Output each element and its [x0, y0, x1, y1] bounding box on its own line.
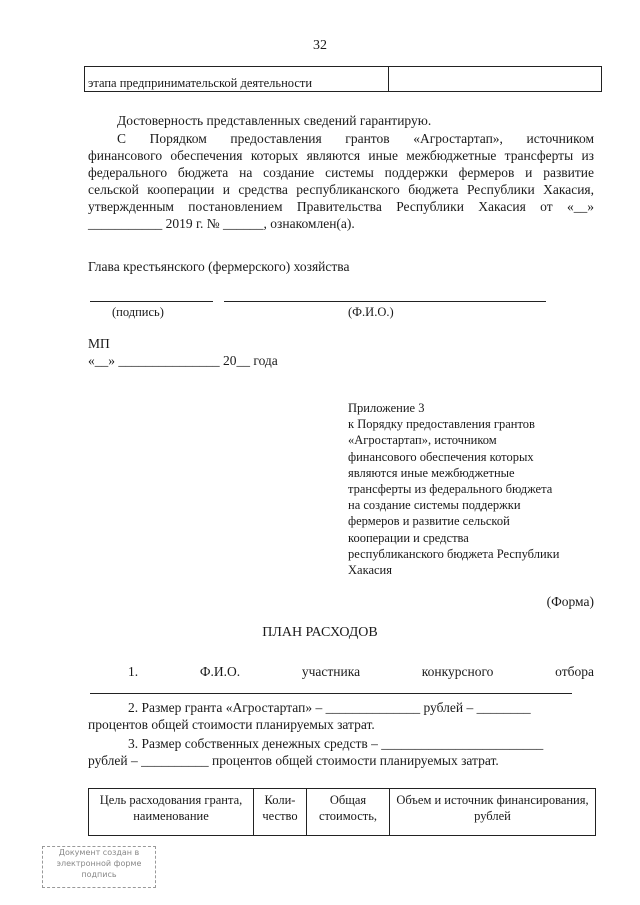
acknowledgement-paragraph — [88, 130, 594, 232]
appendix-line: финансового обеспечения которых — [348, 449, 534, 464]
item-3-line-2: рублей – __________ процентов общей стоимости планируемых затрат. — [88, 753, 499, 768]
item-2-line-2: процентов общей стоимости планируемых затрат. — [88, 717, 375, 732]
paragraph-line: утвержденным постановлением Правительства Республики Хакасия от «__» — [88, 199, 594, 214]
guarantee-statement: Достоверность представленных сведений гарантирую. — [117, 113, 432, 128]
item-1-word: Ф.И.О. — [199, 664, 241, 679]
item-1-word: 1. — [128, 664, 139, 679]
paragraph-line: федерального бюджета на создание системы поддержки фермеров и развитие — [88, 165, 594, 180]
appendix-line: на создание системы поддержки — [348, 498, 521, 513]
page-number: 32 — [313, 38, 327, 53]
fio-line — [224, 301, 546, 302]
stamp-line: подпись — [81, 870, 117, 879]
participant-name-line — [90, 693, 572, 694]
appendix-line: трансферты из федерального бюджета — [348, 482, 553, 497]
table-header-total-cost: Общая стоимость, — [307, 789, 390, 836]
expense-plan-table — [88, 788, 596, 836]
paragraph-line: сельской кооперации и средства республиканского бюджета Республики Хакасия, — [88, 182, 594, 197]
appendix-line: республиканского бюджета Республики — [348, 546, 560, 561]
item-3-line-1: 3. Размер собственных денежных средств – ________________________ — [128, 736, 544, 751]
date-line: «__» _______________ 20__ года — [88, 353, 278, 368]
stamp-line: электронной форме — [56, 859, 142, 868]
head-of-farm-title: Глава крестьянского (фермерского) хозяйства — [88, 259, 350, 274]
fio-label: (Ф.И.О.) — [348, 305, 394, 319]
item-1-word: отбора — [555, 664, 594, 679]
form-label: (Форма) — [546, 594, 594, 609]
signature-line — [90, 301, 213, 302]
plan-title: ПЛАН РАСХОДОВ — [262, 625, 378, 640]
appendix-line: фермеров и развитие сельской — [348, 514, 510, 529]
table-header-funding: Объем и источник финансирования, рублей — [390, 789, 596, 836]
table-cell-empty — [389, 67, 602, 92]
table-header-quantity: Коли-чество — [254, 789, 307, 836]
appendix-line: «Агростартап», источником — [348, 433, 497, 448]
paragraph-line: ___________ 2019 г. № ______, ознакомлен(а). — [88, 216, 355, 231]
item-2-line-1: 2. Размер гранта «Агростартап» – ______________ рублей – ________ — [128, 700, 531, 715]
appendix-line: являются иные межбюджетные — [348, 465, 515, 480]
paragraph-line: С Порядком предоставления грантов «Агростартап», источником — [117, 131, 594, 146]
appendix-line: Хакасия — [348, 563, 392, 578]
table-cell-stage: этапа предпринимательской деятельности — [85, 67, 389, 92]
appendix-header — [348, 400, 559, 578]
appendix-line: к Порядку предоставления грантов — [348, 417, 535, 432]
table-header-purpose: Цель расходования гранта, наименование — [89, 789, 254, 836]
appendix-line: кооперации и средства — [348, 530, 469, 545]
item-1-line — [128, 664, 594, 680]
item-1-word: участника — [301, 664, 361, 679]
seal-place-label: МП — [88, 336, 110, 351]
item-1-word: конкурсного — [421, 664, 494, 679]
electronic-document-stamp — [42, 846, 156, 888]
appendix-line: Приложение 3 — [348, 401, 425, 415]
table-header-row — [89, 789, 596, 836]
signature-label: (подпись) — [112, 305, 164, 319]
continued-table — [84, 66, 602, 92]
stamp-line: Документ создан в — [58, 848, 140, 857]
paragraph-line: финансового обеспечения которых являются иные межбюджетные трансферты из — [88, 148, 594, 163]
